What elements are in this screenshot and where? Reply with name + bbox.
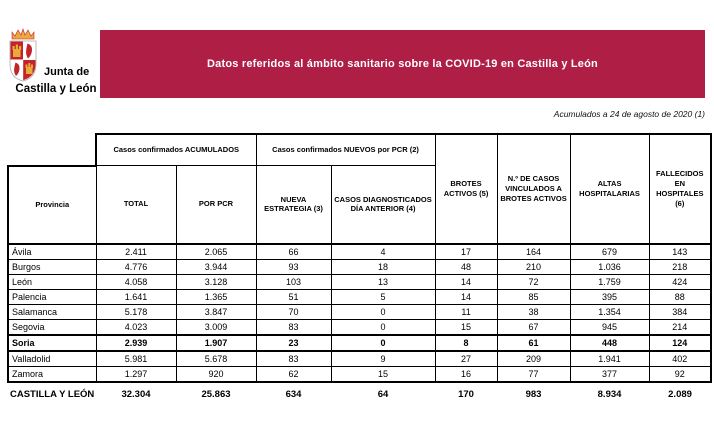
data-value: 15 xyxy=(435,319,497,335)
col-header-por-pcr: POR PCR xyxy=(176,166,256,244)
data-value: 11 xyxy=(435,304,497,319)
col-header-brotes-activos: BROTES ACTIVOS (5) xyxy=(435,134,497,244)
data-value: 920 xyxy=(176,366,256,382)
table-row xyxy=(8,289,711,304)
data-value: 16 xyxy=(435,366,497,382)
data-value: 0 xyxy=(331,304,435,319)
data-value: 4 xyxy=(331,244,435,260)
table-row xyxy=(8,259,711,274)
province-name: Segovia xyxy=(8,319,96,335)
province-name: Burgos xyxy=(8,259,96,274)
data-value: 14 xyxy=(435,274,497,289)
data-value: 424 xyxy=(649,274,711,289)
table-row xyxy=(8,351,711,367)
data-value: 0 xyxy=(331,319,435,335)
col-header-nueva-estrategia: NUEVA ESTRATEGIA (3) xyxy=(256,166,331,244)
data-value: 448 xyxy=(570,335,649,351)
covid-data-table xyxy=(7,133,712,403)
group-header-acumulados: Casos confirmados ACUMULADOS xyxy=(96,134,256,166)
data-value: 0 xyxy=(331,335,435,351)
data-value: 5.678 xyxy=(176,351,256,367)
totals-label: CASTILLA Y LEÓN xyxy=(10,389,95,400)
data-value: 1.759 xyxy=(570,274,649,289)
province-name: Palencia xyxy=(8,289,96,304)
data-value: 402 xyxy=(649,351,711,367)
data-value: 143 xyxy=(649,244,711,260)
data-value: 62 xyxy=(256,366,331,382)
data-value: 83 xyxy=(256,319,331,335)
data-value: 17 xyxy=(435,244,497,260)
table-row xyxy=(8,366,711,382)
data-value: 1.641 xyxy=(96,289,176,304)
data-value: 14 xyxy=(435,289,497,304)
data-value: 38 xyxy=(497,304,570,319)
data-value: 210 xyxy=(497,259,570,274)
data-value: 1.354 xyxy=(570,304,649,319)
table-row xyxy=(8,304,711,319)
table-body xyxy=(8,244,711,382)
data-value: 83 xyxy=(256,351,331,367)
col-header-altas-hospitalarias: ALTAS HOSPITALARIAS xyxy=(570,134,649,244)
col-header-diagnosticados-dia-anterior: CASOS DIAGNOSTICADOS DÍA ANTERIOR (4) xyxy=(331,166,435,244)
data-value: 103 xyxy=(256,274,331,289)
data-value: 72 xyxy=(497,274,570,289)
totals-value: 25.863 xyxy=(201,389,231,400)
totals-value: 64 xyxy=(377,389,389,400)
data-value: 15 xyxy=(331,366,435,382)
logo-text-line2: Castilla y León xyxy=(15,83,97,95)
totals-value: 634 xyxy=(285,389,302,400)
totals-value: 983 xyxy=(525,389,542,400)
page-title: Datos referidos al ámbito sanitario sobre la COVID-19 en Castilla y León xyxy=(207,58,598,70)
data-value: 5 xyxy=(331,289,435,304)
data-value: 4.058 xyxy=(96,274,176,289)
data-value: 209 xyxy=(497,351,570,367)
totals-row xyxy=(8,382,711,403)
header-spacer xyxy=(8,134,96,166)
data-value: 27 xyxy=(435,351,497,367)
data-value: 61 xyxy=(497,335,570,351)
data-value: 77 xyxy=(497,366,570,382)
data-value: 1.907 xyxy=(176,335,256,351)
data-value: 9 xyxy=(331,351,435,367)
data-value: 164 xyxy=(497,244,570,260)
data-value: 5.981 xyxy=(96,351,176,367)
data-value: 18 xyxy=(331,259,435,274)
data-value: 5.178 xyxy=(96,304,176,319)
data-value: 1.365 xyxy=(176,289,256,304)
data-value: 2.411 xyxy=(96,244,176,260)
data-value: 70 xyxy=(256,304,331,319)
title-banner xyxy=(100,30,705,98)
accumulated-date-note: Acumulados a 24 de agosto de 2020 (1) xyxy=(553,109,705,119)
coat-of-arms-icon xyxy=(6,28,40,82)
col-header-fallecidos: FALLECIDOS EN HOSPITALES (6) xyxy=(649,134,711,244)
data-value: 214 xyxy=(649,319,711,335)
data-value: 93 xyxy=(256,259,331,274)
table-header xyxy=(8,134,711,244)
data-value: 67 xyxy=(497,319,570,335)
col-header-total: TOTAL xyxy=(96,166,176,244)
province-name: Ávila xyxy=(8,244,96,260)
totals-value: 32.304 xyxy=(121,389,151,400)
data-value: 395 xyxy=(570,289,649,304)
table-row xyxy=(8,244,711,260)
data-value: 1.297 xyxy=(96,366,176,382)
data-value: 377 xyxy=(570,366,649,382)
data-value: 1.941 xyxy=(570,351,649,367)
data-value: 124 xyxy=(649,335,711,351)
data-value: 4.776 xyxy=(96,259,176,274)
province-name: Soria xyxy=(8,335,96,351)
data-value: 2.939 xyxy=(96,335,176,351)
totals-value: 8.934 xyxy=(597,389,622,400)
col-header-casos-vinculados: N.º DE CASOS VINCULADOS A BROTES ACTIVOS xyxy=(497,134,570,244)
table-row xyxy=(8,335,711,351)
data-value: 1.036 xyxy=(570,259,649,274)
province-name: Salamanca xyxy=(8,304,96,319)
data-value: 218 xyxy=(649,259,711,274)
col-header-provincia: Provincia xyxy=(8,166,96,244)
data-value: 88 xyxy=(649,289,711,304)
data-value: 4.023 xyxy=(96,319,176,335)
data-value: 13 xyxy=(331,274,435,289)
data-value: 85 xyxy=(497,289,570,304)
table-footer xyxy=(8,382,711,403)
data-value: 945 xyxy=(570,319,649,335)
logo-text-line1: Junta de xyxy=(44,66,90,78)
data-value: 679 xyxy=(570,244,649,260)
data-value: 92 xyxy=(649,366,711,382)
data-value: 8 xyxy=(435,335,497,351)
data-value: 23 xyxy=(256,335,331,351)
data-value: 3.009 xyxy=(176,319,256,335)
totals-value: 170 xyxy=(458,389,474,400)
data-value: 3.847 xyxy=(176,304,256,319)
table-row xyxy=(8,319,711,335)
totals-value: 2.089 xyxy=(668,389,692,400)
province-name: Zamora xyxy=(8,366,96,382)
data-value: 3.128 xyxy=(176,274,256,289)
data-value: 2.065 xyxy=(176,244,256,260)
data-value: 384 xyxy=(649,304,711,319)
junta-logo xyxy=(6,28,106,96)
data-value: 66 xyxy=(256,244,331,260)
province-name: León xyxy=(8,274,96,289)
group-header-nuevos-pcr: Casos confirmados NUEVOS por PCR (2) xyxy=(256,134,435,166)
data-value: 3.944 xyxy=(176,259,256,274)
group-header-row xyxy=(8,134,711,166)
table-row xyxy=(8,274,711,289)
data-value: 51 xyxy=(256,289,331,304)
province-name: Valladolid xyxy=(8,351,96,367)
data-value: 48 xyxy=(435,259,497,274)
